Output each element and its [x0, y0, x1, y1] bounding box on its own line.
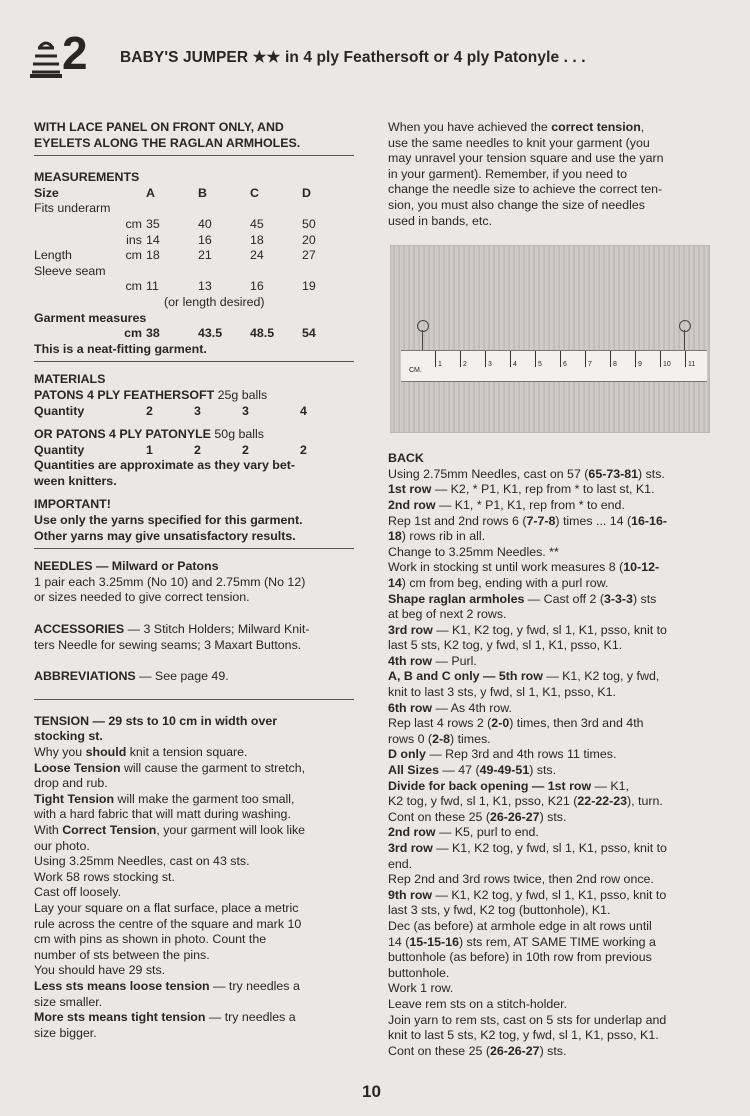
- size-numbers: 49-49-51: [479, 763, 530, 778]
- tension-text: use the same needles to knit your garment (you: [388, 135, 650, 150]
- instruction-text: K2 tog, y fwd, sl 1, K1, psso, K21 (: [388, 794, 578, 809]
- quantity-value: 4: [300, 403, 307, 418]
- tension-emphasis: Less sts means loose tension: [34, 978, 210, 993]
- tension-text: — try needles a: [205, 1010, 296, 1025]
- pin-shaft: [422, 330, 423, 352]
- size-numbers: 2-8: [432, 731, 450, 746]
- row-label: D only: [388, 747, 426, 762]
- tension-text: Lay your square on a flat surface, place a metric: [34, 900, 299, 915]
- tension-section: [34, 714, 354, 1041]
- accessories-text: — 3 Stitch Holders; Milward Knit-: [124, 622, 310, 637]
- tension-text: ,: [640, 120, 645, 134]
- row-label: 4th row: [388, 653, 433, 668]
- value-cell: 18: [146, 248, 160, 263]
- divider: [34, 361, 354, 362]
- instruction-text: Rep 1st and 2nd rows 6 (: [388, 513, 527, 528]
- size-numbers: 3-3-3: [604, 591, 633, 606]
- row-label: 2nd row: [388, 825, 436, 840]
- garment-measures-label: Garment measures: [34, 310, 147, 325]
- tension-text: Using 3.25mm Needles, cast on 43 sts.: [34, 854, 250, 869]
- quantity-value: 2: [146, 403, 153, 418]
- instruction-text: Rep last 4 rows 2 (: [388, 716, 492, 731]
- instruction-text: at beg of next 2 rows.: [388, 607, 507, 622]
- instruction-text: ) sts rem, AT SAME TIME working a: [458, 934, 656, 949]
- value-cell: 27: [302, 248, 316, 263]
- tension-text: size bigger.: [34, 1025, 97, 1040]
- tension-text: You should have 29 sts.: [34, 963, 166, 978]
- instruction-text: ) sts.: [539, 1043, 567, 1058]
- row-label: 9th row: [388, 887, 433, 902]
- abbreviations-text: — See page 49.: [135, 669, 229, 684]
- tension-text: will make the garment too small,: [114, 791, 295, 806]
- instruction-text: Leave rem sts on a stitch-holder.: [388, 996, 568, 1011]
- value-cell: 13: [198, 279, 212, 294]
- tension-text: When you have achieved the: [388, 120, 552, 134]
- tension-emphasis: More sts means tight tension: [34, 1010, 206, 1025]
- ruler-tick: 10: [660, 351, 671, 367]
- ruler-tick: 8: [610, 351, 617, 367]
- instruction-text: ) sts: [632, 591, 657, 606]
- tension-heading: TENSION — 29 sts to 10 cm in width over: [34, 713, 278, 728]
- instruction-text: rows 0 (: [388, 731, 433, 746]
- approx-note: ween knitters.: [34, 473, 117, 488]
- pattern-number: 2: [62, 27, 88, 79]
- needles-text: or sizes needed to give correct tension.: [34, 590, 250, 605]
- value-cell: 38: [146, 326, 160, 341]
- intro-line: EYELETS ALONG THE RAGLAN ARMHOLES.: [34, 135, 301, 150]
- instruction-text: buttonhole (as before) in 10th row from previous: [388, 950, 652, 965]
- size-numbers: 22-22-23: [577, 794, 628, 809]
- value-cell: 24: [250, 248, 264, 263]
- value-cell: 19: [302, 279, 316, 294]
- value-cell: 11: [146, 279, 159, 294]
- tension-text: with a hard fabric that will matt during washing.: [34, 807, 291, 822]
- value-cell: 43.5: [198, 326, 223, 341]
- instruction-text: — K1, K2 tog, y fwd, sl 1, K1, psso, knit to: [432, 887, 667, 902]
- tension-emphasis: Loose Tension: [34, 760, 121, 775]
- tension-text: change the needle size to achieve the correct ten-: [388, 182, 663, 197]
- important-heading: IMPORTANT!: [34, 497, 111, 512]
- instruction-text: Work 1 row.: [388, 981, 454, 996]
- instruction-text: ) rows rib in all.: [401, 529, 486, 544]
- unit-label: cm: [125, 216, 142, 231]
- row-label: 6th row: [388, 700, 433, 715]
- tension-emphasis: should: [85, 745, 127, 759]
- tension-text: cm with pins as shown in photo. Count the: [34, 932, 267, 947]
- value-cell: 16: [250, 279, 264, 294]
- tension-emphasis: correct tension: [551, 120, 641, 134]
- instruction-text: ) sts.: [638, 466, 665, 481]
- measurements-heading: MEASUREMENTS: [34, 170, 140, 185]
- instruction-text: 14 (: [388, 934, 410, 949]
- quantity-row: [34, 443, 354, 459]
- needles-brand: — Milward or Patons: [92, 559, 219, 574]
- pin-icon: [679, 320, 691, 332]
- materials-heading: MATERIALS: [34, 372, 106, 387]
- value-cell: 45: [250, 216, 264, 231]
- instruction-text: knit to last 3 sts, y fwd, sl 1, K1, psso, K1.: [388, 685, 616, 700]
- size-numbers: 26-26-27: [489, 1043, 540, 1058]
- intro-line: WITH LACE PANEL ON FRONT ONLY, AND: [34, 120, 284, 134]
- size-numbers: 18: [388, 529, 402, 544]
- tension-text: Cast off loosely.: [34, 885, 122, 900]
- quantity-value: 2: [194, 442, 201, 457]
- back-section: [388, 451, 714, 1059]
- row-label: All Sizes: [388, 763, 439, 778]
- sleeve-note: (or length desired): [164, 294, 265, 309]
- tension-text: — try needles a: [209, 978, 300, 993]
- ruler-unit-label: CM.: [409, 367, 422, 375]
- tension-text: , your garment will look like: [156, 822, 306, 837]
- ruler-tick: 7: [585, 351, 592, 367]
- right-column: [388, 120, 714, 1059]
- size-numbers: 26-26-27: [489, 809, 540, 824]
- abbreviations-section: [34, 669, 354, 685]
- tension-text: number of sts between the pins.: [34, 947, 210, 962]
- size-col: C: [250, 185, 259, 200]
- tension-text: Why you: [34, 745, 86, 759]
- size-numbers: 14: [388, 575, 402, 590]
- row-label: Divide for back opening — 1st row: [388, 778, 592, 793]
- instruction-text: — K1, K2 tog, y fwd, sl 1, K1, psso, knit to: [432, 841, 667, 855]
- ruler-tick: 5: [535, 351, 542, 367]
- yarn-name: OR PATONS 4 PLY PATONYLE: [34, 427, 211, 442]
- metric-ruler: [401, 350, 707, 382]
- tension-square-photo: [390, 245, 710, 433]
- instruction-text: ) times, then 3rd and 4th: [509, 716, 644, 731]
- instruction-text: buttonhole.: [388, 965, 450, 980]
- tension-text: will cause the garment to stretch,: [120, 760, 306, 775]
- left-column: [34, 120, 354, 1041]
- tension-text: size smaller.: [34, 994, 103, 1009]
- ruler-tick: 3: [485, 351, 492, 367]
- needles-section: [34, 559, 354, 606]
- length-label: Length: [34, 248, 72, 263]
- tension-text: With: [34, 822, 63, 837]
- instruction-text: ) times.: [450, 731, 491, 746]
- instruction-text: — K1, K2 tog, y fwd,: [542, 669, 660, 684]
- needles-text: 1 pair each 3.25mm (No 10) and 2.75mm (No 12): [34, 574, 306, 589]
- quantity-row: [34, 404, 354, 420]
- fits-underarm-label: Fits underarm: [34, 201, 111, 216]
- instruction-text: — Cast off 2 (: [524, 591, 605, 606]
- instruction-text: — K1, K2 tog, y fwd, sl 1, K1, psso, knit to: [432, 622, 667, 637]
- measurements-table: [34, 186, 354, 342]
- size-numbers: 7-7-8: [526, 513, 556, 528]
- accessories-heading: ACCESSORIES: [34, 622, 125, 637]
- instruction-text: Dec (as before) at armhole edge in alt rows until: [388, 918, 652, 933]
- yarn-name: PATONS 4 PLY FEATHERSOFT: [34, 387, 215, 402]
- instruction-text: ), turn.: [627, 794, 663, 809]
- page-title: BABY'S JUMPER ★★ in 4 ply Feathersoft or 4 ply Patonyle . . .: [120, 49, 586, 66]
- instruction-text: Change to 3.25mm Needles. **: [388, 544, 559, 559]
- size-label: Size: [34, 185, 59, 200]
- row-label: 2nd row: [388, 497, 436, 512]
- instruction-text: ) cm from beg, ending with a purl row.: [401, 575, 609, 590]
- tension-continued: [388, 120, 714, 229]
- approx-note: Quantities are approximate as they vary bet-: [34, 458, 295, 473]
- instruction-text: ) sts.: [529, 763, 557, 778]
- sleeve-seam-label: Sleeve seam: [34, 263, 106, 278]
- tension-text: sion, you must also change the size of needles: [388, 197, 645, 212]
- value-cell: 48.5: [250, 326, 275, 341]
- divider: [34, 155, 354, 156]
- important-text: Use only the yarns specified for this garment.: [34, 513, 303, 528]
- tension-text: in your garment). Remember, if you need to: [388, 166, 627, 181]
- tension-text: rule across the centre of the square and mark 10: [34, 916, 302, 931]
- accessories-text: ters Needle for sewing seams; 3 Maxart Buttons.: [34, 637, 302, 652]
- quantity-value: 2: [242, 442, 249, 457]
- row-label: 3rd row: [388, 622, 433, 637]
- instruction-text: — As 4th row.: [432, 700, 512, 715]
- important-text: Other yarns may give unsatisfactory results.: [34, 528, 296, 543]
- instruction-text: Work in stocking st until work measures 8 (: [388, 560, 624, 575]
- tension-text: knit a tension square.: [126, 745, 248, 759]
- instruction-text: ) sts.: [539, 809, 567, 824]
- row-label: 3rd row: [388, 841, 433, 855]
- tension-text: used in bands, etc.: [388, 213, 493, 228]
- materials-section: [34, 372, 354, 544]
- value-cell: 21: [198, 248, 212, 263]
- size-numbers: 16-16-: [631, 513, 667, 528]
- tension-heading: stocking st.: [34, 729, 103, 744]
- size-col: B: [198, 185, 207, 200]
- value-cell: 20: [302, 232, 316, 247]
- instruction-text: — 47 (: [438, 763, 480, 778]
- instruction-text: Cont on these 25 (: [388, 1043, 490, 1058]
- instruction-text: Rep 2nd and 3rd rows twice, then 2nd row once.: [388, 872, 654, 887]
- tension-text: Work 58 rows stocking st.: [34, 869, 175, 884]
- instruction-text: last 5 sts, K2 tog, y fwd, sl 1, K1, psso, K1.: [388, 638, 623, 653]
- ruler-tick: 4: [510, 351, 517, 367]
- needles-heading: NEEDLES: [34, 559, 93, 574]
- instruction-text: — K1, * P1, K1, rep from * to end.: [435, 497, 625, 512]
- tension-emphasis: Tight Tension: [34, 791, 115, 806]
- neat-fit-note: This is a neat-fitting garment.: [34, 341, 207, 356]
- value-cell: 18: [250, 232, 264, 247]
- instruction-text: last 3 sts, y fwd, K2 tog (buttonhole), K1.: [388, 903, 611, 918]
- value-cell: 35: [146, 216, 160, 231]
- instruction-text: — K5, purl to end.: [435, 825, 539, 840]
- page-number: 10: [362, 1082, 381, 1101]
- divider: [34, 548, 354, 549]
- ruler-tick: 1: [435, 351, 442, 367]
- ruler-tick: 2: [460, 351, 467, 367]
- instruction-text: — K2, * P1, K1, rep from * to last st, K1.: [431, 482, 655, 497]
- quantity-label: Quantity: [34, 442, 85, 457]
- unit-label: cm: [124, 326, 142, 341]
- instruction-text: — Purl.: [432, 653, 477, 668]
- instruction-text: — Rep 3rd and 4th rows 11 times.: [425, 747, 617, 762]
- tension-emphasis: Correct Tension: [62, 822, 157, 837]
- quantity-value: 3: [242, 403, 249, 418]
- tension-text: drop and rub.: [34, 776, 108, 791]
- measurements-section: [34, 170, 354, 357]
- value-cell: 50: [302, 216, 316, 231]
- instruction-text: Cont on these 25 (: [388, 809, 490, 824]
- yarn-ball-weight: 25g balls: [217, 387, 268, 402]
- unit-label: cm: [125, 279, 142, 294]
- value-cell: 14: [146, 232, 160, 247]
- size-numbers: 15-15-16: [409, 934, 459, 949]
- quantity-value: 1: [146, 442, 153, 457]
- value-cell: 54: [302, 326, 316, 341]
- instruction-text: ) times ... 14 (: [555, 513, 632, 528]
- quantity-value: 3: [194, 403, 201, 418]
- yarn-ball-weight: 50g balls: [214, 427, 265, 442]
- accessories-section: [34, 622, 354, 653]
- abbreviations-heading: ABBREVIATIONS: [34, 669, 136, 684]
- row-label: A, B and C only — 5th row: [388, 669, 543, 684]
- size-col: A: [146, 185, 155, 200]
- instruction-text: Using 2.75mm Needles, cast on 57 (: [388, 466, 589, 481]
- tension-text: our photo.: [34, 838, 90, 853]
- back-heading: BACK: [388, 451, 424, 466]
- pin-icon: [417, 320, 429, 332]
- value-cell: 16: [198, 232, 212, 247]
- row-label: Shape raglan armholes: [388, 591, 525, 606]
- pin-shaft: [684, 330, 685, 352]
- ruler-tick: 9: [635, 351, 642, 367]
- unit-label: ins: [126, 232, 142, 247]
- instruction-text: Join yarn to rem sts, cast on 5 sts for underlap and: [388, 1012, 667, 1027]
- divider: [34, 699, 354, 700]
- size-col: D: [302, 185, 311, 200]
- row-label: 1st row: [388, 482, 432, 497]
- tension-text: may unravel your tension square and use the yarn: [388, 151, 664, 166]
- size-numbers: 10-12-: [623, 560, 660, 575]
- ruler-tick: 6: [560, 351, 567, 367]
- instruction-text: end.: [388, 856, 413, 871]
- size-numbers: 65-73-81: [588, 466, 639, 481]
- value-cell: 40: [198, 216, 212, 231]
- unit-label: cm: [125, 248, 142, 263]
- instruction-text: knit to last 5 sts, K2 tog, y fwd, sl 1, K1, psso, K1.: [388, 1028, 659, 1043]
- instruction-text: — K1,: [591, 778, 629, 793]
- ruler-tick: 11: [685, 351, 695, 367]
- size-numbers: 2-0: [491, 716, 510, 731]
- quantity-value: 2: [300, 442, 307, 457]
- quantity-label: Quantity: [34, 403, 85, 418]
